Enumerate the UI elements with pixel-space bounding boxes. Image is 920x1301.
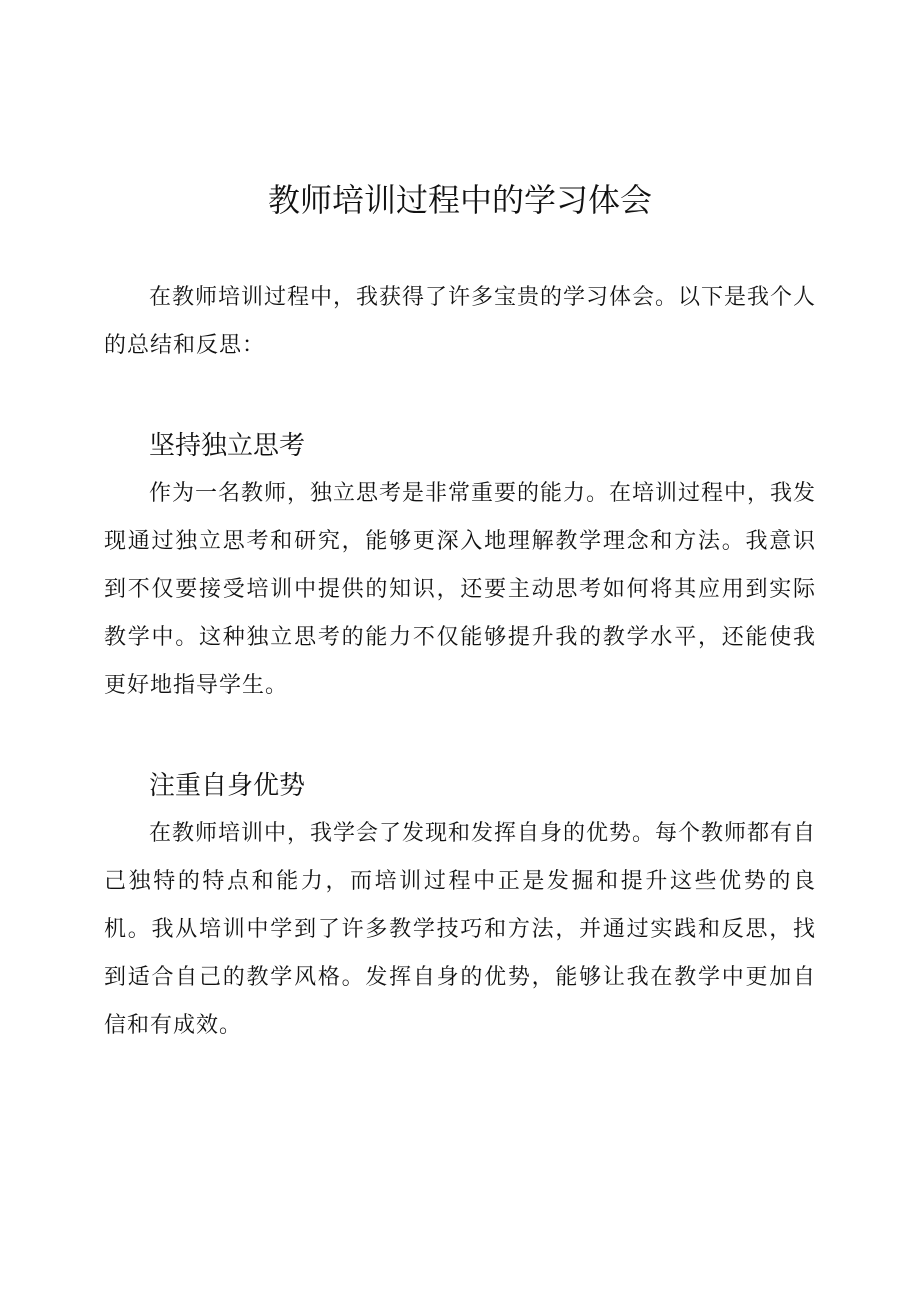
section-body-independent-thinking: 作为一名教师，独立思考是非常重要的能力。在培训过程中，我发现通过独立思考和研究，能够更深入地理解教学理念和方法。我意识到不仅要接受培训中提供的知识，还要主动思考如何将其应用到实际教学中。这种独立思考的能力不仅能够提升我的教学水平，还能使我更好地指导学生。 (104, 481, 817, 698)
document-title: 教师培训过程中的学习体会 (267, 181, 652, 219)
section-heading-independent-thinking: 坚持独立思考 (149, 431, 306, 461)
section-heading-own-strengths: 注重自身优势 (149, 771, 306, 801)
section-body-own-strengths: 在教师培训中，我学会了发现和发挥自身的优势。每个教师都有自己独特的特点和能力，而培训过程中正是发掘和提升这些优势的良机。我从培训中学到了许多教学技巧和方法，并通过实践和反思，找到适合自己的教学风格。发挥自身的优势，能够让我在教学中更加自信和有成效。 (104, 821, 817, 1038)
intro-paragraph: 在教师培训过程中，我获得了许多宝贵的学习体会。以下是我个人的总结和反思： (104, 285, 817, 358)
